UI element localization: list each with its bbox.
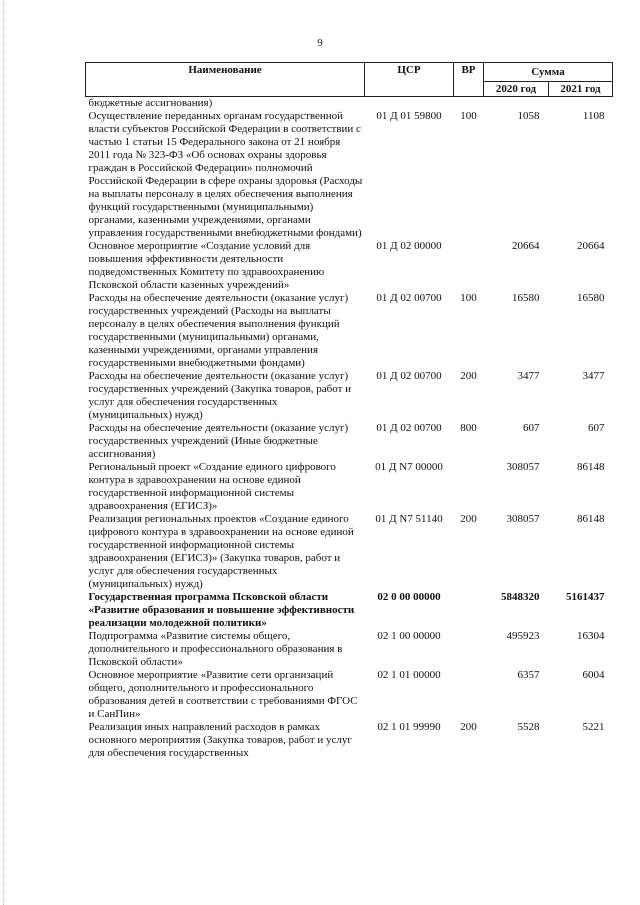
row-sum-2020: 5848320 bbox=[501, 591, 540, 603]
table-row bbox=[86, 461, 613, 513]
row-csr-code: 01 Д N7 51140 bbox=[375, 513, 443, 525]
row-sum-2020: 16580 bbox=[512, 292, 540, 304]
row-vr-code bbox=[454, 591, 484, 630]
row-csr-code: 02 0 00 00000 bbox=[377, 591, 441, 603]
row-name: Реализация региональных проектов «Создание единого цифрового контура в здравоохранении на основе единой государственной информационной системы здравоохранения (ЕГИСЗ)» (Закупка товаров, работ и услуг для обеспечения государственных (муниципальных) нужд) bbox=[88, 513, 354, 590]
row-sum-2021: 5221 bbox=[582, 721, 605, 733]
row-sum-2020 bbox=[484, 97, 549, 111]
row-csr-code: 01 Д 02 00700 bbox=[376, 422, 442, 434]
row-sum-2020: 5528 bbox=[517, 721, 540, 733]
row-csr-code: 01 Д 02 00700 bbox=[376, 370, 442, 382]
table-row bbox=[86, 97, 613, 111]
row-name: Основное мероприятие «Развитие сети организаций общего, дополнительного и профессионального образования детей в соответствии с требованиями ФГОС и СанПин» bbox=[88, 669, 358, 720]
row-sum-2021: 20664 bbox=[577, 240, 605, 252]
table-header bbox=[86, 63, 613, 97]
row-vr-code bbox=[454, 240, 484, 292]
table-row bbox=[86, 370, 613, 422]
row-name: Подпрограмма «Развитие системы общего, дополнительного и профессионального образования в Псковской области» bbox=[88, 630, 343, 668]
row-name: Расходы на обеспечение деятельности (оказание услуг) государственных учреждений (Расходы на выплаты персоналу в целях обеспечения выполнения функций государственными (муниципальными) органами, казенными учреждениями, органами управления государственными внебюджетными фондами) bbox=[88, 292, 349, 369]
row-name: Расходы на обеспечение деятельности (оказание услуг) государственных учреждений (Иные бюджетные ассигнования) bbox=[88, 422, 349, 460]
row-sum-2020: 308057 bbox=[506, 461, 540, 473]
row-vr-code: 200 bbox=[460, 721, 477, 733]
table-row bbox=[86, 422, 613, 461]
row-sum-2021: 6004 bbox=[582, 669, 605, 681]
table-row bbox=[86, 240, 613, 292]
table-body bbox=[86, 97, 613, 761]
row-sum-2020: 6357 bbox=[517, 669, 540, 681]
header-csr: ЦСР bbox=[365, 63, 454, 97]
scan-edge bbox=[3, 0, 5, 905]
row-name: Государственная программа Псковской области «Развитие образования и повышение эффективности реализации молодежной политики» bbox=[88, 591, 355, 629]
page-number: 9 bbox=[317, 37, 323, 49]
row-sum-2021: 16304 bbox=[577, 630, 605, 642]
table-row bbox=[86, 721, 613, 760]
row-csr-code: 02 1 01 00000 bbox=[377, 669, 441, 681]
row-vr-code bbox=[454, 461, 484, 513]
row-csr-code: 01 Д 01 59800 bbox=[376, 110, 442, 122]
row-sum-2021: 3477 bbox=[582, 370, 605, 382]
header-year-2021: 2021 год bbox=[549, 82, 613, 97]
row-csr-code: 01 Д 02 00000 bbox=[376, 240, 442, 252]
row-sum-2021: 86148 bbox=[577, 513, 605, 525]
row-vr-code bbox=[454, 630, 484, 669]
row-sum-2021: 5161437 bbox=[566, 591, 605, 603]
row-sum-2021: 1108 bbox=[582, 110, 605, 122]
row-sum-2021 bbox=[549, 97, 613, 111]
table-row bbox=[86, 669, 613, 721]
row-csr-code: 02 1 01 99990 bbox=[377, 721, 441, 733]
row-sum-2020: 607 bbox=[523, 422, 540, 434]
row-sum-2020: 308057 bbox=[506, 513, 540, 525]
row-name: Расходы на обеспечение деятельности (оказание услуг) государственных учреждений (Закупка товаров, работ и услуг для обеспечения государственных (муниципальных) нужд) bbox=[88, 370, 352, 421]
table-row bbox=[86, 110, 613, 240]
table-row bbox=[86, 292, 613, 370]
row-vr-code bbox=[454, 97, 484, 111]
header-name: Наименование bbox=[86, 63, 365, 97]
budget-table bbox=[85, 62, 613, 760]
row-sum-2020: 495923 bbox=[506, 630, 540, 642]
row-csr-code: 01 Д 02 00700 bbox=[376, 292, 442, 304]
row-name: Региональный проект «Создание единого цифрового контура в здравоохранении на основе единой государственной информационной системы здравоохранения (ЕГИСЗ)» bbox=[88, 461, 336, 512]
header-year-2020: 2020 год bbox=[484, 82, 549, 97]
row-vr-code bbox=[454, 669, 484, 721]
header-sum: Сумма bbox=[484, 63, 613, 82]
row-vr-code: 100 bbox=[460, 292, 477, 304]
row-vr-code: 100 bbox=[460, 110, 477, 122]
row-vr-code: 800 bbox=[460, 422, 477, 434]
row-csr-code: 01 Д N7 00000 bbox=[375, 461, 443, 473]
row-sum-2020: 20664 bbox=[512, 240, 540, 252]
table-row bbox=[86, 591, 613, 630]
row-sum-2021: 86148 bbox=[577, 461, 605, 473]
row-csr-code: 02 1 00 00000 bbox=[377, 630, 441, 642]
row-sum-2020: 3477 bbox=[517, 370, 540, 382]
row-name: бюджетные ассигнования) bbox=[88, 97, 213, 109]
row-sum-2021: 607 bbox=[588, 422, 605, 434]
row-vr-code: 200 bbox=[460, 513, 477, 525]
row-name: Реализация иных направлений расходов в рамках основного мероприятия (Закупка товаров, работ и услуг для обеспечения государственных bbox=[88, 721, 352, 759]
row-csr-code bbox=[365, 97, 454, 111]
row-name: Осуществление переданных органам государственной власти субъектов Российской Федерации в соответствии с частью 1 статьи 15 Федерального закона от 21 ноября 2011 года № 323-ФЗ «Об основах охраны здоровья граждан в Российской Федерации» полномочий Российской Федерации в сфере охраны здоровья (Расходы на выплаты персоналу в целях обеспечения выполнения функций государственными (муниципальными) органами, казенными учреждениями, органами управления государственными внебюджетными фондами) bbox=[88, 110, 363, 239]
row-vr-code: 200 bbox=[460, 370, 477, 382]
table-row bbox=[86, 630, 613, 669]
row-name: Основное мероприятие «Создание условий для повышения эффективности деятельности подведомственных Комитету по здравоохранению Псковской области казенных учреждений» bbox=[88, 240, 325, 291]
row-sum-2021: 16580 bbox=[577, 292, 605, 304]
table-row bbox=[86, 513, 613, 591]
header-vr: ВР bbox=[454, 63, 484, 97]
row-sum-2020: 1058 bbox=[517, 110, 540, 122]
